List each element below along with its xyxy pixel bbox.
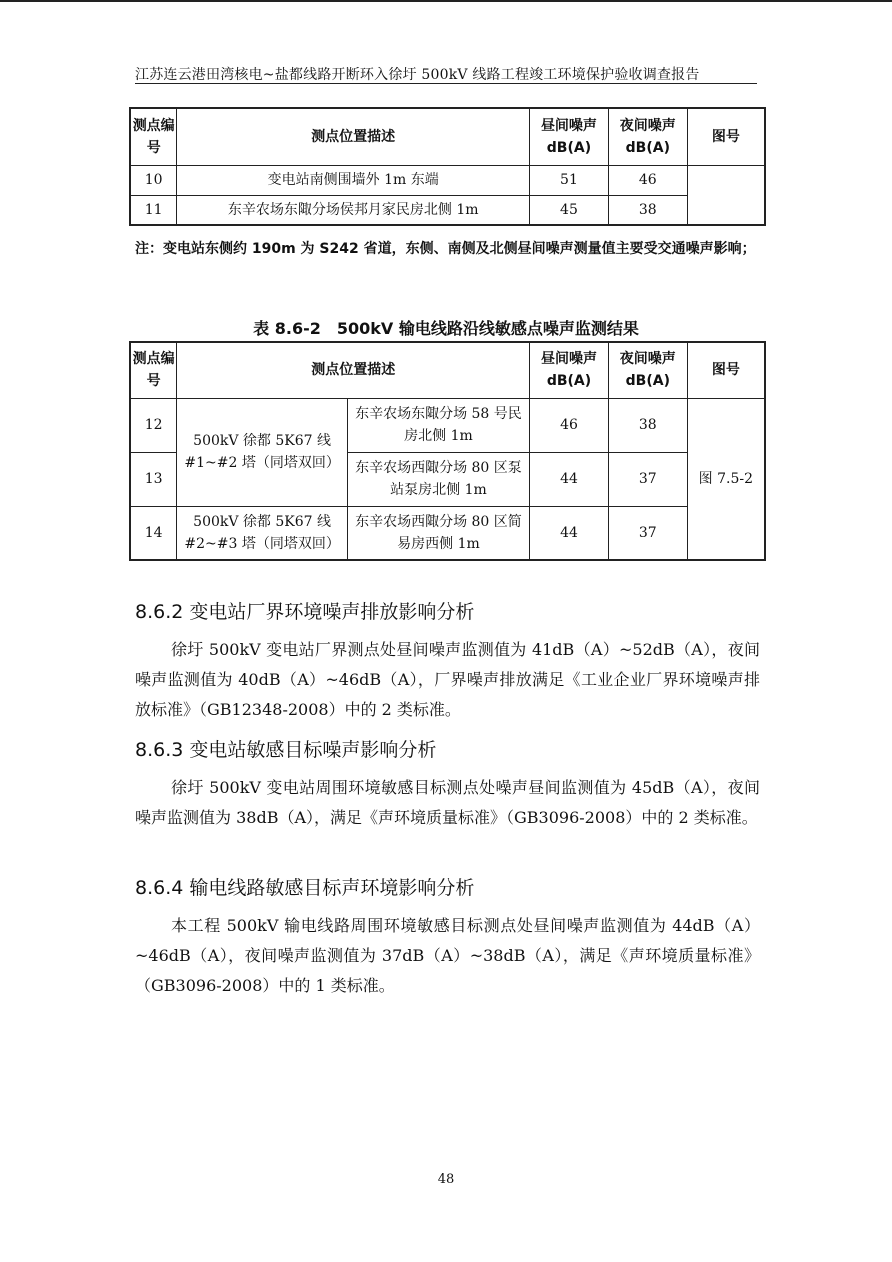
header-night: 夜间噪声dB(A): [608, 342, 687, 398]
cell-fig: [687, 165, 765, 225]
header-day: 昼间噪声dB(A): [530, 108, 609, 165]
cell-night: 37: [608, 506, 687, 560]
header-desc: 测点位置描述: [177, 342, 530, 398]
table-header-row: [130, 108, 765, 165]
cell-id: 14: [130, 506, 177, 560]
cell-line-segment: 500kV 徐都 5K67 线 #2~#3 塔（同塔双回）: [177, 506, 347, 560]
cell-desc: 东辛农场西陬分场 80 区简易房西侧 1m: [347, 506, 529, 560]
table-row: [130, 165, 765, 195]
cell-day: 51: [530, 165, 609, 195]
header-fig: 图号: [687, 342, 765, 398]
cell-fig: 图 7.5-2: [687, 398, 765, 560]
cell-night: 46: [608, 165, 687, 195]
table-row: [130, 195, 765, 225]
section-paragraph: 徐圩 500kV 变电站厂界测点处昼间噪声监测值为 41dB（A）~52dB（A），夜间噪声监测值为 40dB（A）~46dB（A），厂界噪声排放满足《工业企业厂界环境噪声排放标准》（GB12348-2008）中的 2 类标准。: [135, 640, 760, 719]
cell-desc: 东辛农场西陬分场 80 区泵站泵房北侧 1m: [347, 452, 529, 506]
header-night: 夜间噪声dB(A): [608, 108, 687, 165]
section-heading: 8.6.2 变电站厂界环境噪声排放影响分析: [135, 601, 475, 623]
header-desc: 测点位置描述: [177, 108, 530, 165]
top-border: [0, 0, 892, 2]
section-paragraph: 本工程 500kV 输电线路周围环境敏感目标测点处昼间噪声监测值为 44dB（A）~46dB（A），夜间噪声监测值为 37dB（A）~38dB（A），满足《声环境质量标准》（GB3096-2008）中的 1 类标准。: [135, 916, 760, 995]
table-note: 注：变电站东侧约 190m 为 S242 省道，东侧、南侧及北侧昼间噪声测量值主要受交通噪声影响；: [135, 241, 756, 257]
table-row: [130, 506, 765, 560]
page-number: 48: [437, 1172, 455, 1187]
cell-day: 46: [530, 398, 609, 452]
cell-desc: 变电站南侧围墙外 1m 东端: [177, 165, 530, 195]
header-rule: [135, 83, 757, 84]
section-heading: 8.6.3 变电站敏感目标噪声影响分析: [135, 739, 437, 761]
cell-day: 44: [530, 506, 609, 560]
header-id: 测点编号: [130, 108, 177, 165]
cell-desc: 东辛农场东陬分场 58 号民房北侧 1m: [347, 398, 529, 452]
cell-id: 10: [130, 165, 177, 195]
cell-night: 38: [608, 398, 687, 452]
cell-line-segment: 500kV 徐都 5K67 线 #1~#2 塔（同塔双回）: [177, 398, 347, 506]
cell-day: 45: [530, 195, 609, 225]
section-heading: 8.6.4 输电线路敏感目标声环境影响分析: [135, 877, 475, 899]
cell-id: 11: [130, 195, 177, 225]
header-day: 昼间噪声dB(A): [530, 342, 609, 398]
table-header-row: [130, 342, 765, 398]
section-paragraph: 徐圩 500kV 变电站周围环境敏感目标测点处噪声昼间监测值为 45dB（A），夜间噪声监测值为 38dB（A），满足《声环境质量标准》（GB3096-2008）中的 2 类标准。: [135, 778, 760, 827]
cell-day: 44: [530, 452, 609, 506]
cell-id: 13: [130, 452, 177, 506]
cell-desc: 东辛农场东陬分场侯邦月家民房北侧 1m: [177, 195, 530, 225]
header-fig: 图号: [687, 108, 765, 165]
cell-night: 37: [608, 452, 687, 506]
table-caption: 表 8.6-2 500kV 输电线路沿线敏感点噪声监测结果: [253, 319, 639, 338]
table-row: [130, 398, 765, 452]
table-station-noise: [129, 107, 766, 226]
cell-id: 12: [130, 398, 177, 452]
table-line-noise: [129, 341, 766, 561]
cell-night: 38: [608, 195, 687, 225]
page-header: 江苏连云港田湾核电~盐都线路开断环入徐圩 500kV 线路工程竣工环境保护验收调查报告: [135, 67, 700, 83]
header-id: 测点编号: [130, 342, 177, 398]
